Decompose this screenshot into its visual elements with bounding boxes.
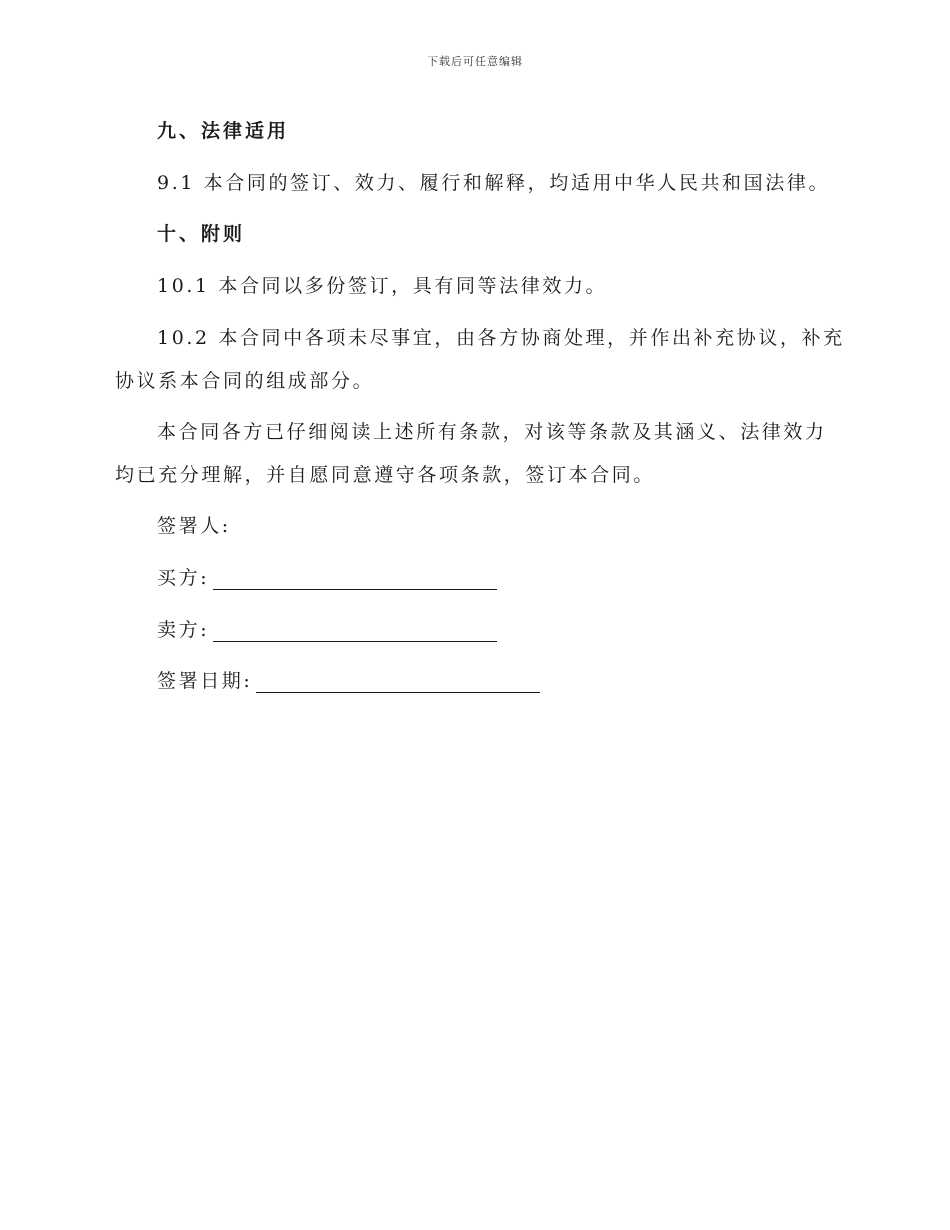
closing-statement-line2: 均已充分理解，并自愿同意遵守各项条款，签订本合同。	[115, 464, 656, 486]
section-9-heading: 九、法律适用	[157, 120, 290, 142]
section-10-heading: 十、附则	[157, 223, 246, 245]
date-signature-row	[157, 666, 540, 693]
section-10-2-text-line1: 10.2 本合同中各项未尽事宜，由各方协商处理，并作出补充协议，补充	[157, 327, 845, 349]
seller-signature-row	[157, 615, 497, 642]
buyer-label: 买方:	[157, 567, 210, 589]
sign-date-line[interactable]	[256, 672, 540, 693]
seller-label: 卖方:	[157, 619, 210, 641]
closing-statement-line1: 本合同各方已仔细阅读上述所有条款，对该等条款及其涵义、法律效力	[157, 421, 827, 443]
section-10-2-text-line2: 协议系本合同的组成部分。	[115, 370, 375, 392]
seller-signature-line[interactable]	[213, 621, 497, 642]
buyer-signature-row	[157, 563, 497, 590]
signer-label: 签署人:	[157, 515, 231, 537]
section-10-1-text: 10.1 本合同以多份签订，具有同等法律效力。	[157, 275, 608, 297]
page-header-note: 下载后可任意编辑	[427, 55, 523, 68]
buyer-signature-line[interactable]	[213, 569, 497, 590]
sign-date-label: 签署日期:	[157, 670, 253, 692]
section-9-1-text: 9.1 本合同的签订、效力、履行和解释，均适用中华人民共和国法律。	[157, 172, 831, 194]
